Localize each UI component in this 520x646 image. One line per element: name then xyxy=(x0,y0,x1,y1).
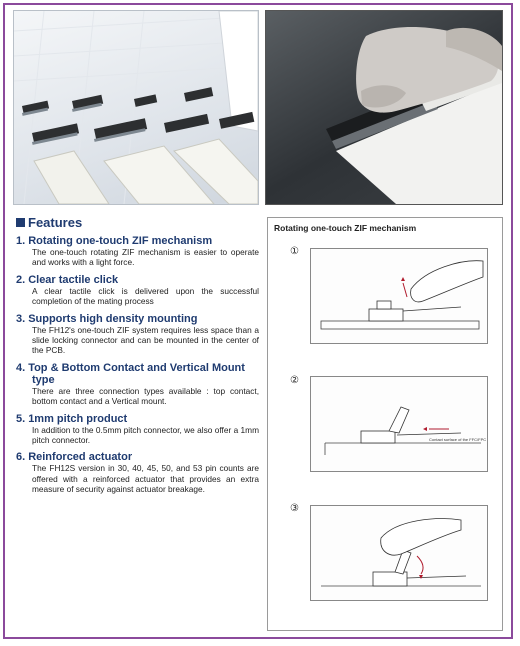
feature-number: 3. xyxy=(16,312,26,325)
feature-title xyxy=(16,451,259,463)
feature-description: There are three connection types available : top contact, bottom contact and a Vertical mount. xyxy=(32,385,259,407)
feature-number: 1. xyxy=(16,235,26,247)
feature-title xyxy=(16,274,259,286)
step-2-caption: Contact surface of the FFC/FPC xyxy=(429,437,487,442)
page-frame xyxy=(3,3,513,639)
feature-item xyxy=(16,451,259,494)
step-number: ① xyxy=(290,246,299,257)
feature-title xyxy=(16,235,259,247)
feature-number: 2. xyxy=(16,273,26,286)
feature-title xyxy=(16,362,259,386)
feature-title-text: Reinforced actuator xyxy=(28,451,133,464)
connector-product-illustration xyxy=(14,11,258,204)
feature-item xyxy=(16,413,259,446)
feature-item xyxy=(16,235,259,268)
square-bullet-icon xyxy=(16,218,25,227)
hand-operation-photo xyxy=(265,10,503,205)
feature-item xyxy=(16,274,259,307)
feature-title-text: Rotating one-touch ZIF mechanism xyxy=(28,235,213,247)
step-2-illustration xyxy=(311,377,487,471)
hand-operating-connector-illustration xyxy=(266,11,502,204)
step-number: ② xyxy=(290,375,299,386)
step-number: ③ xyxy=(290,503,299,514)
feature-title-text: Clear tactile click xyxy=(28,273,119,286)
feature-title-text: Top & Bottom Contact and Vertical Mount type xyxy=(28,361,245,386)
feature-description: The one-touch rotating ZIF mechanism is easier to operate and works with a light force. xyxy=(32,247,259,268)
step-3-illustration xyxy=(311,506,487,600)
features-heading xyxy=(16,215,82,230)
connector-product-photo xyxy=(13,10,259,205)
feature-title xyxy=(16,313,259,325)
features-list xyxy=(16,235,259,501)
feature-title xyxy=(16,413,259,425)
zif-mechanism-panel xyxy=(267,217,503,631)
feature-number: 6. xyxy=(16,451,26,464)
feature-number: 4. xyxy=(16,361,26,374)
feature-description: A clear tactile click is delivered upon the successful completion of the mating process xyxy=(32,285,259,307)
feature-item xyxy=(16,362,259,407)
feature-title-text: Supports high density mounting xyxy=(28,312,198,325)
step-1-diagram xyxy=(310,248,488,344)
feature-description: The FH12's one-touch ZIF system requires less space than a slide locking connector and can be mounted in the center of the PCB. xyxy=(32,324,259,356)
zif-panel-title: Rotating one-touch ZIF mechanism xyxy=(274,223,417,233)
feature-description: The FH12S version in 30, 40, 45, 50, and 53 pin counts are offered with a reinforced actuator that provides an extra measure of security against actuator breakage. xyxy=(32,463,259,495)
feature-item xyxy=(16,313,259,356)
step-2-diagram xyxy=(310,376,488,472)
feature-number: 5. xyxy=(16,412,26,425)
feature-title-text: 1mm pitch product xyxy=(28,412,128,425)
step-1-illustration xyxy=(311,249,487,343)
features-heading-text: Features xyxy=(28,215,83,230)
step-3-diagram xyxy=(310,505,488,601)
feature-description: In addition to the 0.5mm pitch connector, we also offer a 1mm pitch connector. xyxy=(32,424,259,446)
